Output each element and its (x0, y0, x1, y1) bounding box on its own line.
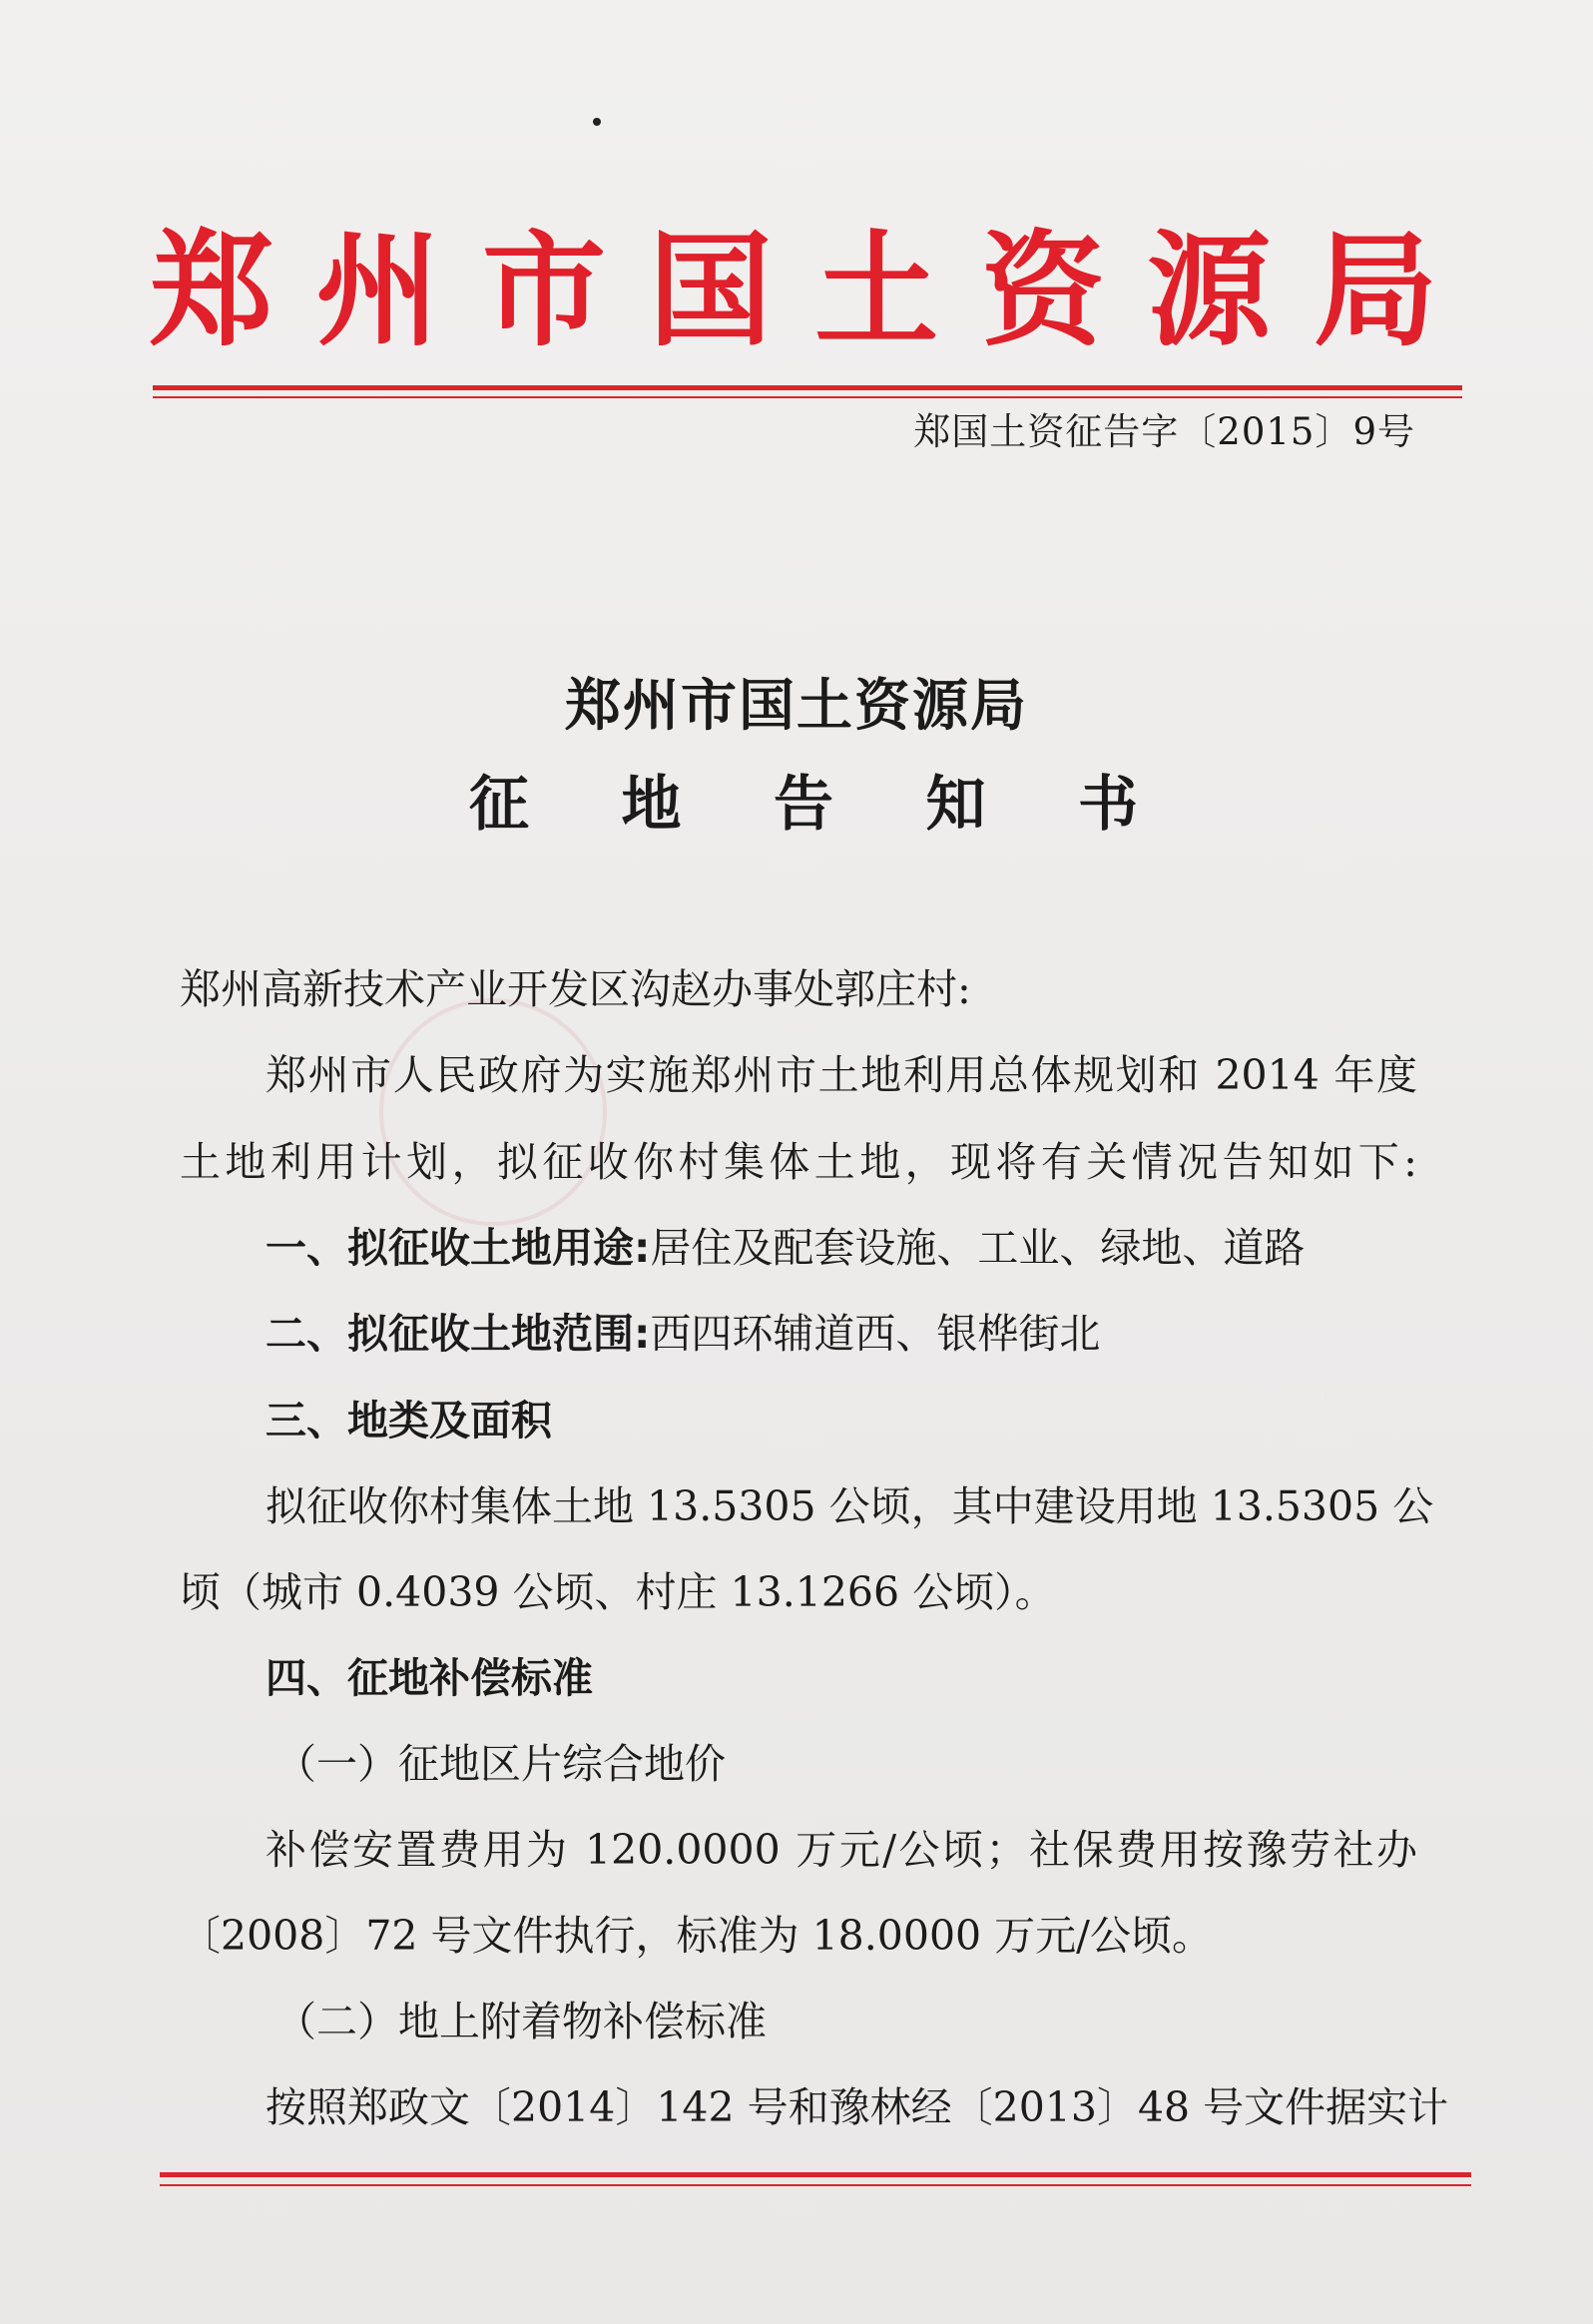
section-1-heading: 一、拟征收土地用途: (266, 1224, 651, 1272)
title-char: 书 (1078, 770, 1138, 840)
document-title-type (469, 767, 1138, 843)
section-4-1-heading: （一）征地区片综合地价 (275, 1740, 726, 1788)
section-2-heading: 二、拟征收土地范围: (266, 1310, 651, 1358)
section-3-heading: 三、地类及面积 (266, 1397, 552, 1445)
section-4-heading: 四、征地补偿标准 (266, 1654, 593, 1702)
section-2-text: 西四环辅道西、银桦街北 (650, 1310, 1101, 1358)
section-4-2-line-1: 按照郑政文〔2014〕142 号和豫林经〔2013〕48 号文件据实计 (266, 2083, 1449, 2131)
section-3-line-2: 顷（城市 0.4039 公顷、村庄 13.1266 公顷）。 (180, 1568, 1056, 1616)
org-char: 资 (980, 219, 1105, 363)
faint-seal-watermark (379, 998, 607, 1226)
footer-rule-thin (160, 2184, 1471, 2186)
org-char: 市 (482, 219, 607, 363)
org-char: 州 (315, 219, 440, 363)
document-number: 郑国土资征告字〔2015〕9号 (913, 410, 1415, 453)
section-3-line-1: 拟征收你村集体土地 13.5305 公顷，其中建设用地 13.5305 公 (266, 1482, 1434, 1530)
section-4-1-line-1: 补偿安置费用为 120.0000 万元/公顷；社保费用按豫劳社办 (266, 1826, 1417, 1874)
document-title-org: 郑州市国土资源局 (565, 673, 1028, 739)
section-1 (266, 1220, 1417, 1276)
org-char: 国 (648, 219, 773, 363)
header-rule-thick (153, 385, 1462, 390)
org-char: 局 (1313, 219, 1437, 363)
org-char: 郑 (150, 219, 274, 363)
header-rule-thin (153, 396, 1462, 398)
scan-dot (593, 118, 601, 126)
section-2 (266, 1306, 1417, 1362)
intro-line-2: 土地利用计划，拟征收你村集体土地，现将有关情况告知如下: (180, 1138, 1417, 1186)
addressee: 郑州高新技术产业开发区沟赵办事处郭庄村: (180, 965, 971, 1013)
issuing-org-header (150, 219, 1437, 363)
title-char: 征 (469, 770, 529, 840)
org-char: 源 (1147, 219, 1272, 363)
section-4-2-heading: （二）地上附着物补偿标准 (275, 1998, 767, 2045)
title-char: 地 (621, 770, 682, 840)
footer-rule-thick (160, 2172, 1471, 2177)
section-4-1-line-2: 〔2008〕72 号文件执行，标准为 18.0000 万元/公顷。 (180, 1912, 1213, 1960)
section-1-text: 居住及配套设施、工业、绿地、道路 (650, 1224, 1306, 1272)
title-char: 知 (925, 770, 986, 840)
org-char: 土 (814, 219, 939, 363)
title-char: 告 (774, 770, 833, 840)
intro-line-1: 郑州市人民政府为实施郑州市土地利用总体规划和 2014 年度 (266, 1051, 1417, 1099)
